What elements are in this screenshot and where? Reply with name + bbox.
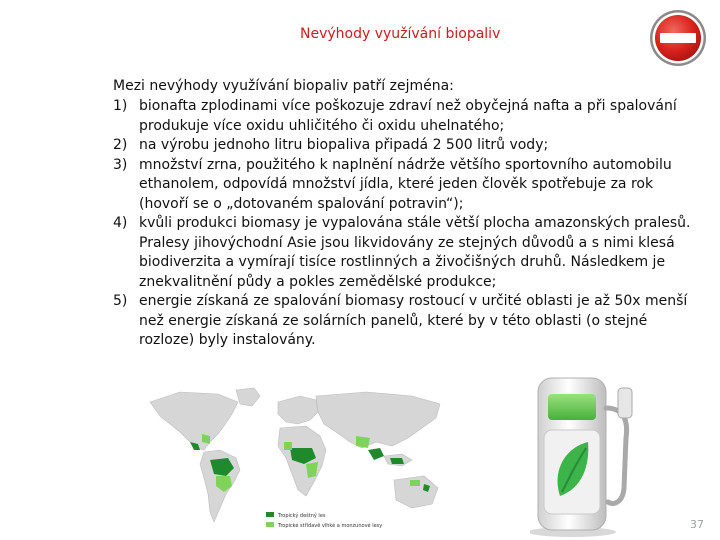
legend-swatch-rainforest [266,512,274,517]
legend-swatch-monsoon [266,522,274,527]
slide-title: Nevýhody využívání biopaliv [300,26,501,42]
item-number: 4) [113,215,128,231]
item-text: kvůli produkci biomasy je vypalována stále větší plocha amazonských pralesů. Pralesy jihovýchodní Asie jsou likvidovány ze stejných důvodů a s nimi klesá biodiverzita a vymírají tisíce rostlinných a živočišných druhů. Následkem je znekvalitnění půdy a pokles zemědělské produkce; [139,215,691,290]
item-number: 2) [113,137,128,153]
no-entry-icon [648,8,708,68]
item-number: 5) [113,293,128,309]
intro-text: Mezi nevýhody využívání biopaliv patří zejména: [113,78,454,94]
world-forest-map [140,384,456,534]
item-text: množství zrna, použitého k naplnění nádrže většího sportovního automobilu ethanolem, odpovídá množství jídla, které jeden člověk spotřebuje za rok (hovoří se o „dotovaném spalování potravin“); [139,156,672,212]
page-number: 37 [690,518,704,531]
item-text: bionafta zplodinami více poškozuje zdraví než obyčejná nafta a při spalování produkuje více oxidu uhličitého či oxidu uhelnatého; [139,98,677,134]
item-number: 3) [113,156,128,173]
list-item [113,156,693,215]
item-number: 1) [113,98,128,114]
item-text: energie získaná ze spalování biomasy rostoucí v určité oblasti je až 50x menší než energie získaná ze solárních panelů, které by v této oblasti (o stejné rozloze) byly instalovány. [139,293,688,348]
legend-label-rainforest: Tropický deštný les [278,513,326,519]
item-text: na výrobu jednoho litru biopaliva připadá 2 500 litrů vody; [139,137,549,153]
list-item [113,292,693,351]
list-item [113,214,693,292]
legend-label-monsoon: Tropické střídavě vlhké a monzunové lesy [278,523,383,529]
list-item [113,97,693,136]
list-item [113,136,693,156]
reasons-list [113,97,693,351]
fuel-pump-icon [530,368,640,538]
